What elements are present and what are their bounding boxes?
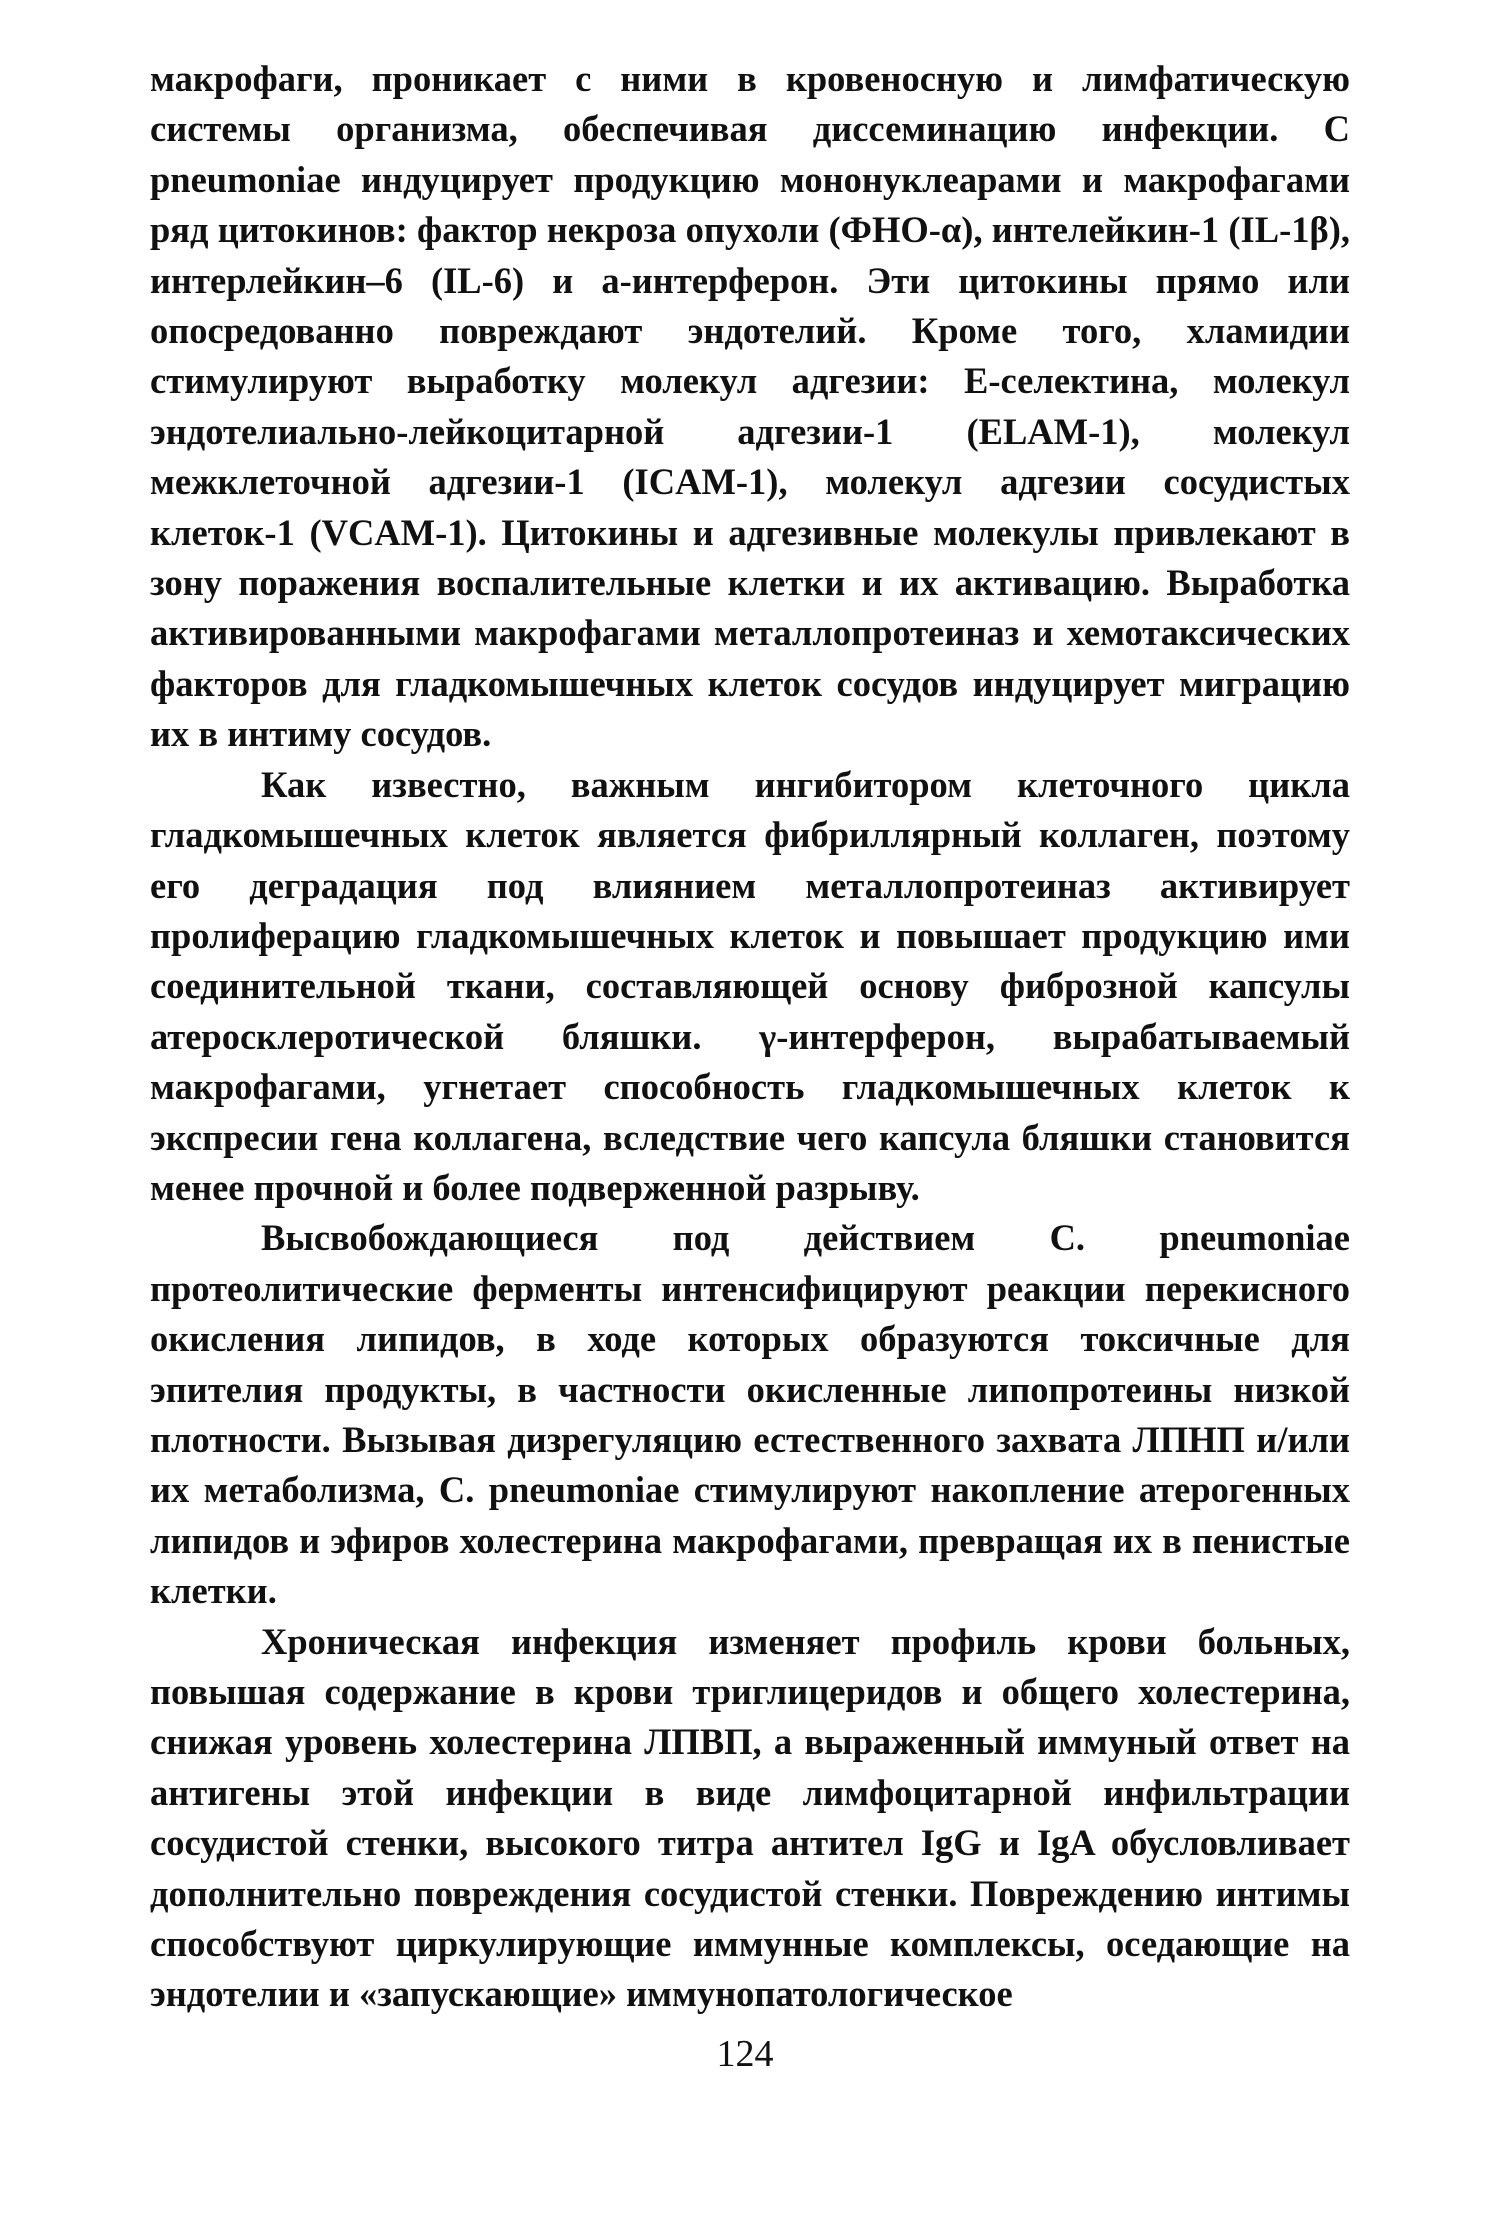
paragraph-2: Как известно, важным ингибитором клеточного цикла гладкомышечных клеток является фибриллярный коллаген, поэтому его деградация под влиянием металлопротеиназ активирует пролиферацию гладкомышечных клеток и повышает продукцию ими соединительной ткани, составляющей основу фиброзной капсулы атеросклеротической бляшки. γ-интерферон, вырабатываемый макрофагами, угнетает способность гладкомышечных клеток к экспресии гена коллагена, вследствие чего капсула бляшки становится менее прочной и более подверженной разрыву. [150, 763, 1350, 1208]
paragraph-3: Высвобождающиеся под действием C. pneumoniae протеолитические ферменты интенсифицируют реакции перекисного окисления липидов, в ходе которых образуются токсичные для эпителия продукты, в частности окисленные липопротеины низкой плотности. Вызывая дизрегуляцию естественного захвата ЛПНП и/или их метаболизма, C. pneumoniae стимулируют накопление атерогенных липидов и эфиров холестерина макрофагами, превращая их в пенистые клетки. [150, 1217, 1350, 1612]
paragraph-4: Хроническая инфекция изменяет профиль крови больных, повышая содержание в крови триглицеридов и общего холестерина, снижая уровень холестерина ЛПВП, а выраженный иммуный ответ на антигены этой инфекции в виде лимфоцитарной инфильтрации сосудистой стенки, высокого титра антител IgG и IgA обусловливает дополнительно повреждения сосудистой стенки. Повреждению интимы способствуют циркулирующие иммунные комплексы, оседающие на эндотелии и «запускающие» иммунопатологическое [150, 1620, 1350, 2015]
page-number: 124 [716, 2033, 774, 2075]
body-text [150, 54, 1350, 2020]
paragraph-1: макрофаги, проникает с ними в кровеносную и лимфатическую системы организма, обеспечивая диссеминацию инфекции. C pneumoniae индуцирует продукцию мононуклеарами и макрофагами ряд цитокинов: фактор некроза опухоли (ФНО-α), интелейкин-1 (IL-1β), интерлейкин–6 (IL-6) и а-интерферон. Эти цитокины прямо или опосредованно повреждают эндотелий. Кроме того, хламидии стимулируют выработку молекул адгезии: Е-селектина, молекул эндотелиально-лейкоцитарной адгезии-1 (ELAM-1), молекул межклеточной адгезии-1 (ICAM-1), молекул адгезии сосудистых клеток-1 (VCAM-1). Цитокины и адгезивные молекулы привлекают в зону поражения воспалительные клетки и их активацию. Выработка активированными макрофагами металлопротеиназ и хемотаксических факторов для гладкомышечных клеток сосудов индуцирует миграцию их в интиму сосудов. [150, 58, 1350, 755]
